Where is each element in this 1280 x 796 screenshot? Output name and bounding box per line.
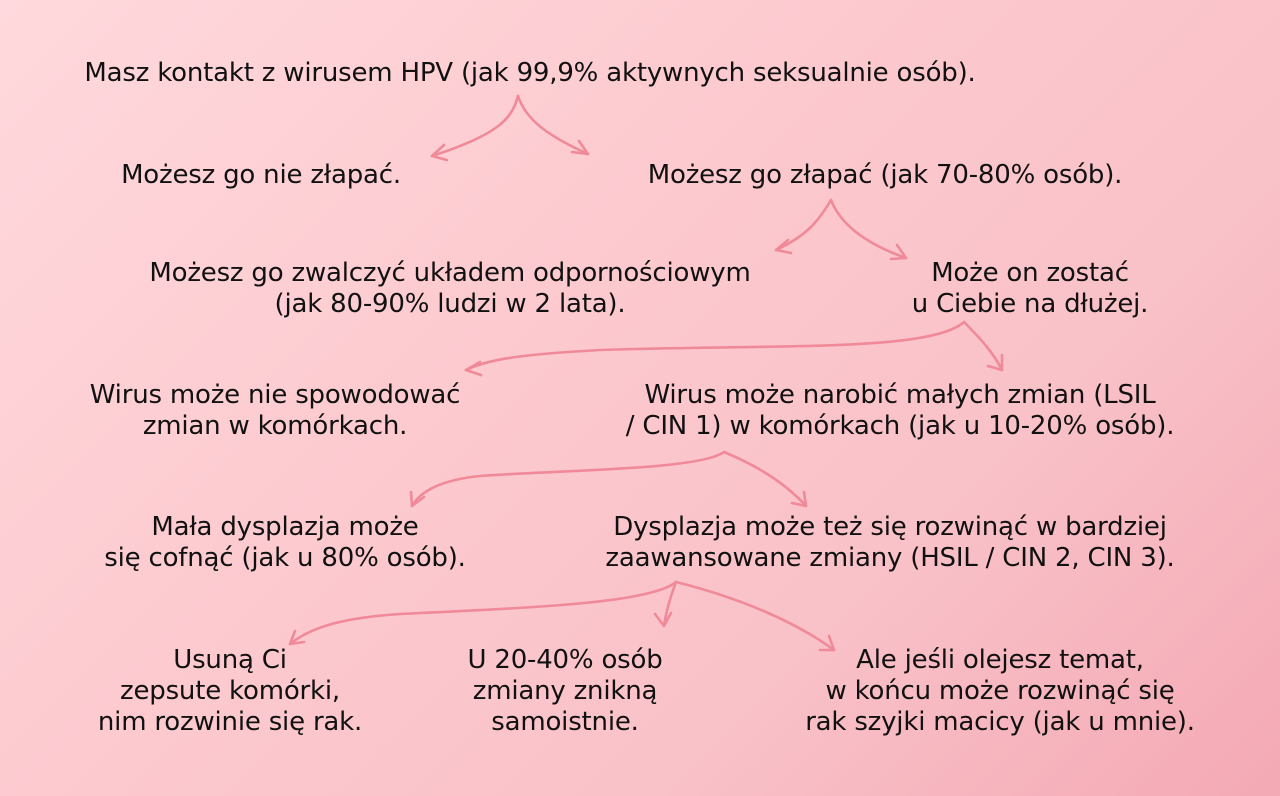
node-stay (860, 258, 1200, 320)
arrow-stay-to-no-changes (466, 322, 964, 370)
node-spontaneous-line-3: samoistnie. (491, 707, 639, 737)
node-small-changes (540, 380, 1260, 442)
node-catch (570, 160, 1200, 191)
arrow-advanced-to-spontaneous-head (655, 613, 671, 626)
node-advanced-line-2: zaawansowane zmiany (HSIL / CIN 2, CIN 3). (605, 543, 1175, 573)
node-fight-off-line-2: (jak 80-90% ludzi w 2 lata). (274, 289, 626, 319)
node-no-changes (30, 380, 520, 442)
arrow-stay-to-no-changes-head (466, 362, 481, 375)
arrow-advanced-to-cancer (676, 582, 834, 650)
node-fight-off-line-1: Możesz go zwalczyć układem odpornościowym (149, 258, 751, 288)
node-regress-line-2: się cofnąć (jak u 80% osób). (104, 543, 466, 573)
node-spontaneous (420, 645, 710, 738)
node-fight-off (40, 258, 860, 320)
node-not-catch (66, 160, 456, 191)
node-removed-line-1: Usuną Ci (173, 645, 287, 675)
node-root (80, 58, 980, 89)
node-no-changes-line-1: Wirus może nie spowodować (89, 380, 461, 410)
node-spontaneous-line-2: zmiany znikną (472, 676, 658, 706)
node-no-changes-line-2: zmian w komórkach. (142, 411, 408, 441)
arrow-catch-to-stay (831, 200, 906, 258)
arrow-small-to-regress (412, 452, 724, 506)
node-regress-line-1: Mała dysplazja może (151, 512, 419, 542)
arrow-root-to-catch (518, 96, 588, 154)
node-regress (40, 512, 530, 574)
node-small-changes-line-2: / CIN 1) w komórkach (jak u 10-20% osób). (625, 411, 1175, 441)
node-small-changes-line-1: Wirus może narobić małych zmian (LSIL (644, 380, 1156, 410)
node-advanced (520, 512, 1260, 574)
arrow-stay-to-small-changes (964, 322, 1002, 370)
node-removed-line-3: nim rozwinie się rak. (97, 707, 363, 737)
node-spontaneous-line-1: U 20-40% osób (467, 645, 663, 675)
node-stay-line-1: Może on zostać (931, 258, 1129, 288)
node-cancer (740, 645, 1260, 738)
node-catch-line-1: Możesz go złapać (jak 70-80% osób). (647, 160, 1123, 190)
node-cancer-line-1: Ale jeśli olejesz temat, (856, 645, 1144, 675)
node-root-line-1: Masz kontakt z wirusem HPV (jak 99,9% aktywnych seksualnie osób). (84, 58, 976, 88)
arrow-small-to-advanced (724, 452, 806, 506)
arrow-advanced-to-removed (290, 582, 676, 644)
node-removed (40, 645, 420, 738)
node-cancer-line-3: rak szyjki macicy (jak u mnie). (805, 707, 1195, 737)
node-removed-line-2: zepsute komórki, (120, 676, 340, 706)
node-advanced-line-1: Dysplazja może też się rozwinąć w bardziej (613, 512, 1167, 542)
node-cancer-line-2: w końcu może rozwinąć się (825, 676, 1175, 706)
node-stay-line-2: u Ciebie na dłużej. (911, 289, 1149, 319)
arrow-root-to-not-catch (432, 96, 518, 156)
node-not-catch-line-1: Możesz go nie złapać. (121, 160, 401, 190)
